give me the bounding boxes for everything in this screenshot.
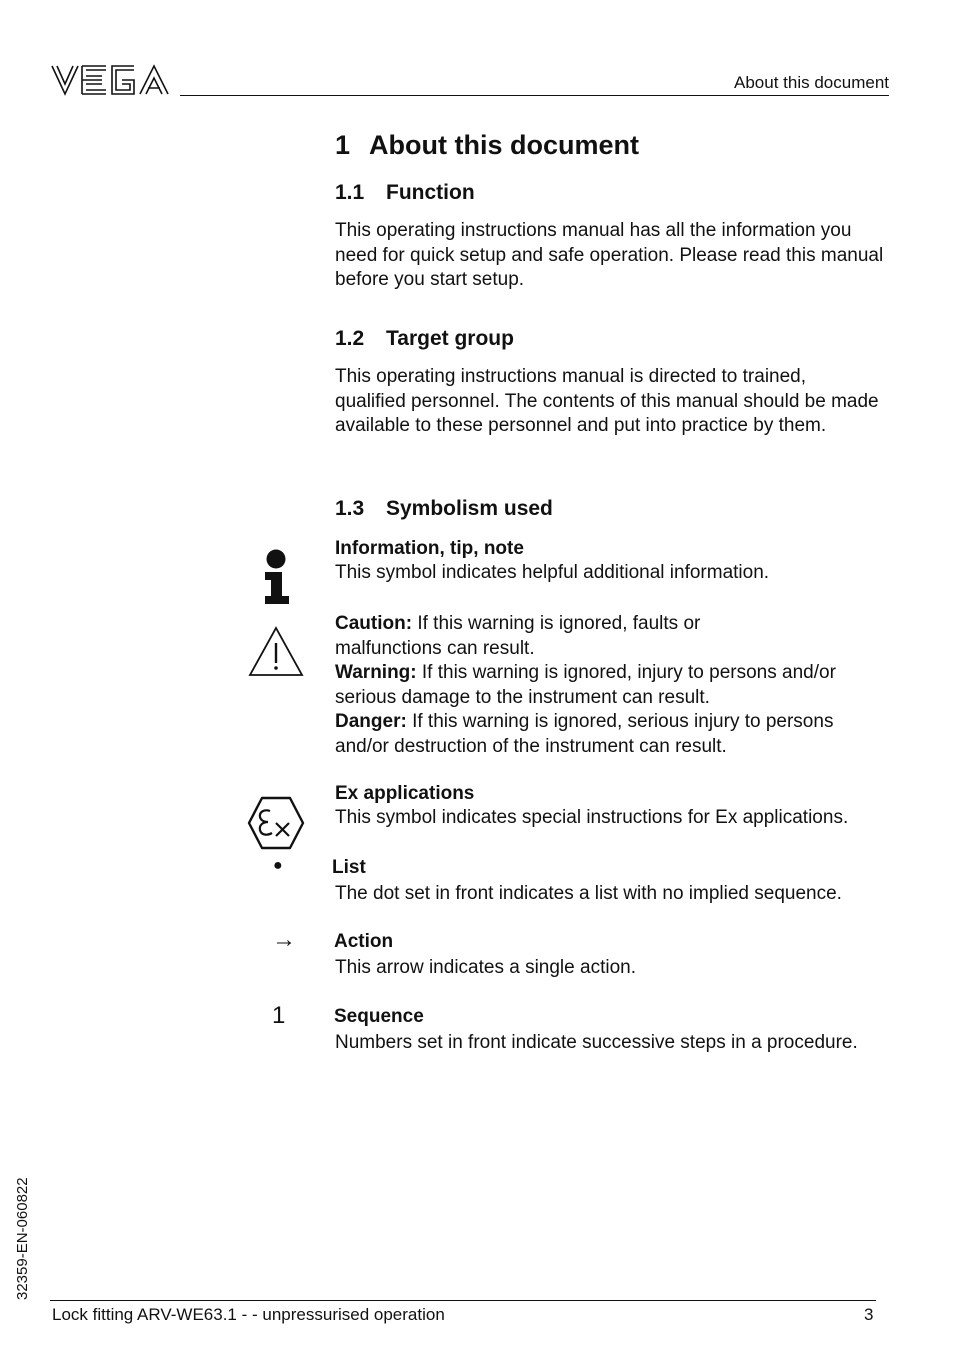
info-text: This symbol indicates helpful additional information.	[335, 562, 770, 583]
section-title: Symbolism used	[386, 497, 553, 520]
danger-label: Danger:	[335, 711, 407, 732]
section-heading-target-group	[335, 327, 514, 351]
sequence-text: Numbers set in front indicate successive steps in a procedure.	[335, 1032, 858, 1053]
sequence-title: Sequence	[334, 1006, 424, 1027]
sequence-number-icon: 1	[272, 1002, 286, 1029]
section-title: Target group	[386, 327, 514, 350]
list-title: List	[332, 857, 366, 878]
function-paragraph: This operating instructions manual has all the information you need for quick setup and safe operation. Please read this manual before you start setup.	[335, 220, 884, 290]
caution-line-2: malfunctions can result.	[335, 637, 535, 659]
page-number: 3	[864, 1305, 874, 1324]
caution-label: Caution:	[335, 613, 413, 634]
ex-text: This symbol indicates special instructions for Ex applications.	[335, 807, 849, 828]
list-text: The dot set in front indicates a list with no implied sequence.	[335, 883, 842, 904]
running-header-title: About this document	[734, 73, 889, 92]
info-symbol-item	[335, 538, 769, 586]
warning-triangle-icon	[248, 626, 304, 683]
document-code: 32359-EN-060822	[14, 1177, 31, 1300]
section-heading-function	[335, 181, 475, 205]
danger-line-1	[335, 710, 895, 735]
warning-line-1	[335, 661, 895, 686]
warning-line-2: serious damage to the instrument can result.	[335, 686, 710, 708]
list-bullet-icon: ●	[273, 857, 283, 874]
ex-hexagon-icon	[247, 796, 305, 855]
danger-text: If this warning is ignored, serious injury to persons	[406, 711, 834, 732]
chapter-title: About this document	[369, 130, 639, 160]
target-group-paragraph: This operating instructions manual is directed to trained, qualified personnel. The contents of this manual should be made available to these personnel and put into practice by them.	[335, 366, 879, 436]
vega-logo-icon	[50, 62, 170, 98]
action-title: Action	[334, 931, 394, 952]
ex-title: Ex applications	[335, 783, 475, 804]
section-heading-symbolism	[335, 497, 553, 521]
info-title: Information, tip, note	[335, 538, 524, 559]
ex-symbol-item	[335, 783, 848, 831]
action-arrow-icon: →	[272, 926, 296, 953]
action-text: This arrow indicates a single action.	[335, 957, 636, 978]
warning-text: If this warning is ignored, injury to persons and/or	[416, 662, 836, 683]
footer-title: Lock fitting ARV-WE63.1 - - unpressurised operation	[52, 1305, 445, 1324]
vega-logo	[50, 62, 170, 98]
chapter-number: 1	[335, 130, 351, 160]
header-rule	[180, 95, 889, 96]
section-number: 1.1	[335, 181, 365, 204]
section-number: 1.2	[335, 327, 365, 350]
chapter-heading	[335, 130, 639, 161]
caution-text: If this warning is ignored, faults or	[412, 613, 701, 634]
caution-line-1	[335, 612, 895, 637]
warning-label: Warning:	[335, 662, 417, 683]
footer-rule	[50, 1300, 876, 1301]
section-number: 1.3	[335, 497, 365, 520]
danger-line-2: and/or destruction of the instrument can result.	[335, 735, 727, 757]
warning-symbol-item	[335, 612, 895, 759]
information-icon	[262, 548, 292, 611]
section-title: Function	[386, 181, 475, 204]
